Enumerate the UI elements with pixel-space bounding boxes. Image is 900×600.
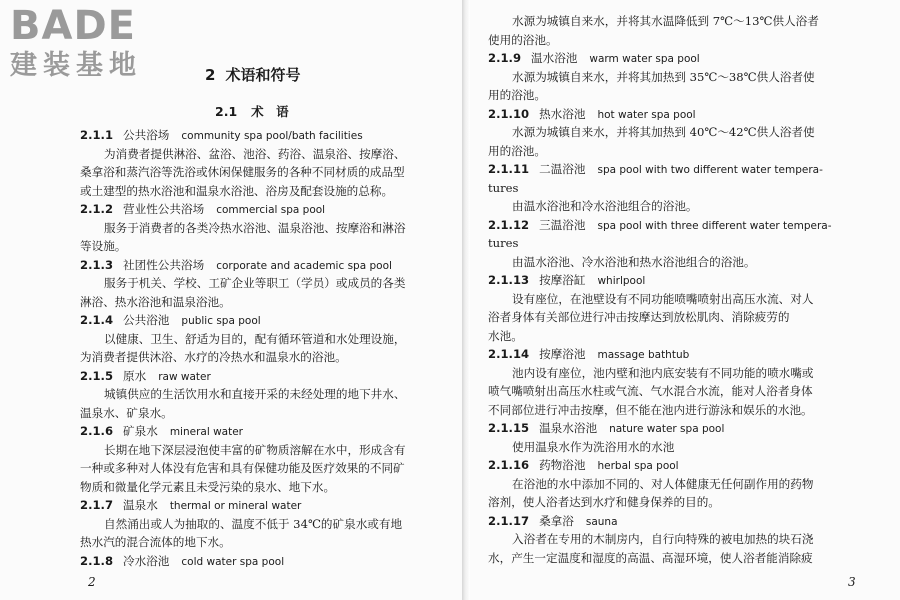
term-name-zh: 温水浴池 bbox=[531, 51, 578, 65]
body-text-line: 服务于机关、学校、工矿企业等职工（学员）或成员的各类 bbox=[104, 276, 406, 290]
term-name-zh: 热水浴池 bbox=[539, 106, 586, 121]
body-text-line: 使用的浴池。 bbox=[488, 32, 558, 47]
left-page-body bbox=[80, 126, 440, 570]
book-gutter bbox=[462, 0, 470, 600]
term-name-zh: 公共浴场 bbox=[123, 128, 170, 142]
term-number: 2.1.17 bbox=[488, 513, 530, 528]
section-number: 2.1 bbox=[215, 104, 238, 119]
term-entry bbox=[488, 105, 883, 124]
term-entry bbox=[488, 456, 883, 475]
term-name-en: nature water spa pool bbox=[609, 423, 725, 435]
term-number: 2.1.11 bbox=[488, 162, 530, 176]
term-name-zh: 营业性公共浴场 bbox=[123, 202, 205, 216]
chapter-title: 术语和符号 bbox=[225, 66, 301, 84]
body-text-line: 水源为城镇自来水，并将其加热到 40℃～42℃供人浴者使 bbox=[512, 125, 815, 139]
body-text-line: tures bbox=[488, 236, 519, 250]
term-number: 2.1.6 bbox=[80, 424, 114, 438]
body-text-line: 水源为城镇自来水，并将其加热到 35℃～38℃供人浴者使 bbox=[512, 69, 815, 84]
term-number: 2.1.15 bbox=[488, 421, 530, 435]
term-entry bbox=[80, 552, 440, 571]
term-name-en: public spa pool bbox=[181, 315, 261, 327]
term-entry bbox=[488, 160, 883, 179]
body-text-line: tures bbox=[488, 180, 519, 195]
term-name-en: herbal spa pool bbox=[597, 460, 679, 472]
body-text-line: 长期在地下深层浸泡使丰富的矿物质溶解在水中，形成含有 bbox=[104, 442, 406, 457]
page-number-right: 3 bbox=[848, 575, 856, 589]
term-entry bbox=[80, 200, 440, 219]
term-entry bbox=[488, 49, 883, 68]
body-text-line: 等设施。 bbox=[80, 239, 127, 253]
body-text-line: 由温水浴池、冷水浴池和热水浴池组合的浴池。 bbox=[512, 254, 756, 269]
term-entry bbox=[488, 216, 883, 235]
body-text-line: 物质和微量化学元素且未受污染的泉水、地下水。 bbox=[80, 479, 336, 494]
term-number: 2.1.16 bbox=[488, 458, 530, 472]
term-name-zh: 公共浴池 bbox=[123, 313, 170, 327]
term-entry bbox=[80, 256, 440, 275]
term-name-en: hot water spa pool bbox=[597, 108, 696, 121]
term-entry bbox=[488, 419, 883, 438]
term-name-en: mineral water bbox=[169, 426, 243, 438]
chapter-heading bbox=[205, 64, 310, 85]
body-text-line: 使用温泉水作为洗浴用水的水池 bbox=[512, 439, 675, 454]
term-name-zh: 社团性公共浴场 bbox=[123, 257, 205, 272]
body-text-line: 为消费者提供淋浴、盆浴、池浴、药浴、温泉浴、按摩浴、 bbox=[104, 146, 406, 161]
term-name-en: thermal or mineral water bbox=[169, 500, 302, 512]
chapter-number: 2 bbox=[205, 66, 216, 84]
term-number: 2.1.8 bbox=[80, 553, 114, 568]
body-text-line: 水，产生一定温度和湿度的高温、高湿环境，使人浴者能消除疲 bbox=[488, 550, 813, 565]
term-number: 2.1.12 bbox=[488, 217, 530, 232]
body-text-line: 水池。 bbox=[488, 328, 523, 343]
body-text-line: 由温水浴池和冷水浴池组合的浴池。 bbox=[512, 199, 698, 213]
term-name-zh: 矿泉水 bbox=[123, 424, 158, 438]
logo-brand: BADE bbox=[10, 3, 136, 49]
page-number-left: 2 bbox=[88, 575, 96, 589]
term-name-zh: 按摩浴池 bbox=[539, 347, 586, 361]
term-number: 2.1.5 bbox=[80, 368, 114, 383]
term-name-zh: 三温浴池 bbox=[539, 217, 586, 232]
section-heading bbox=[215, 102, 303, 120]
term-number: 2.1.14 bbox=[488, 347, 530, 361]
term-number: 2.1.3 bbox=[80, 257, 114, 272]
body-text-line: 池内设有座位，池内壁和池内底安装有不同功能的喷水嘴或 bbox=[512, 365, 814, 380]
term-name-en: commercial spa pool bbox=[216, 204, 326, 216]
term-number: 2.1.1 bbox=[80, 128, 114, 142]
body-text-line: 水源为城镇自来水，并将其水温降低到 7℃～13℃供人浴者 bbox=[512, 14, 819, 28]
section-title: 术 语 bbox=[251, 104, 289, 119]
term-entry bbox=[80, 367, 440, 386]
body-text-line: 在浴池的水中添加不同的、对人体健康无任何副作用的药物 bbox=[512, 476, 814, 491]
term-name-en: massage bathtub bbox=[597, 349, 690, 361]
body-text-line: 溶剂，使人浴者达到水疗和健身保养的目的。 bbox=[488, 495, 720, 509]
body-text-line: 用的浴池。 bbox=[488, 88, 546, 102]
body-text-line: 以健康、卫生、舒适为目的，配有循环管道和水处理设施， bbox=[104, 331, 406, 346]
term-name-en: raw water bbox=[158, 370, 211, 383]
right-page-body bbox=[488, 12, 883, 567]
term-number: 2.1.9 bbox=[488, 51, 522, 65]
term-name-en: whirlpool bbox=[597, 275, 646, 287]
term-name-zh: 桑拿浴 bbox=[539, 513, 574, 528]
term-name-en: warm water spa pool bbox=[589, 53, 700, 65]
term-entry bbox=[80, 496, 440, 515]
term-number: 2.1.2 bbox=[80, 202, 114, 216]
term-entry bbox=[488, 271, 883, 290]
term-name-en: sauna bbox=[585, 515, 618, 528]
term-number: 2.1.7 bbox=[80, 498, 114, 512]
term-name-zh: 冷水浴池 bbox=[123, 553, 170, 568]
body-text-line: 城镇供应的生活饮用水和直接开采的未经处理的地下井水、 bbox=[104, 387, 406, 401]
term-name-en: corporate and academic spa pool bbox=[216, 259, 392, 272]
term-name-zh: 温泉水 bbox=[123, 498, 158, 512]
term-name-zh: 按摩浴缸 bbox=[539, 273, 586, 287]
body-text-line: 温泉水、矿泉水。 bbox=[80, 405, 173, 420]
term-name-en: cold water spa pool bbox=[181, 555, 285, 568]
body-text-line: 淋浴、热水浴池和温泉浴池。 bbox=[80, 294, 231, 309]
term-name-en: spa pool with two different water tempera- bbox=[597, 164, 823, 176]
body-text-line: 不同部位进行冲击按摩，但不能在池内进行游泳和娱乐的水池。 bbox=[488, 402, 813, 417]
term-entry bbox=[488, 345, 883, 364]
term-name-zh: 原水 bbox=[123, 368, 147, 383]
term-number: 2.1.13 bbox=[488, 273, 530, 287]
term-entry bbox=[80, 311, 440, 330]
body-text-line: 热水汽的混合流体的地下水。 bbox=[80, 535, 231, 549]
body-text-line: 用的浴池。 bbox=[488, 143, 546, 158]
body-text-line: 喷气嘴喷射出高压水柱或气流、气水混合水流，能对人浴者身体 bbox=[488, 384, 813, 398]
body-text-line: 服务于消费者的各类冷热水浴池、温泉浴池、按摩浴和淋浴 bbox=[104, 220, 406, 235]
body-text-line: 入浴者在专用的木制房内，自行向特殊的被电加热的块石浇 bbox=[512, 532, 814, 546]
logo-subtitle: 建装基地 bbox=[10, 50, 142, 81]
term-entry bbox=[80, 126, 440, 145]
body-text-line: 一种或多种对人体没有危害和具有保健功能及医疗效果的不同矿 bbox=[80, 461, 405, 475]
body-text-line: 为消费者提供沐浴、水疗的冷热水和温泉水的浴池。 bbox=[80, 350, 347, 364]
body-text-line: 自然涌出或人为抽取的、温度不低于 34℃的矿泉水或有地 bbox=[104, 516, 403, 531]
body-text-line: 浴者身体有关部位进行冲击按摩达到放松肌肉、消除疲劳的 bbox=[488, 310, 790, 324]
term-name-en: community spa pool/bath facilities bbox=[181, 130, 363, 142]
term-entry bbox=[80, 422, 440, 441]
term-number: 2.1.10 bbox=[488, 106, 530, 121]
term-number: 2.1.4 bbox=[80, 313, 114, 327]
term-name-zh: 温泉水浴池 bbox=[539, 421, 598, 435]
term-name-en: spa pool with three different water tempera- bbox=[597, 219, 832, 232]
term-name-zh: 药物浴池 bbox=[539, 458, 586, 472]
body-text-line: 或土建型的热水浴池和温泉水浴池、浴房及配套设施的总称。 bbox=[80, 183, 394, 198]
body-text-line: 桑拿浴和蒸汽浴等洗浴或休闲保健服务的各种不同材质的成品型 bbox=[80, 165, 405, 179]
bade-logo bbox=[10, 4, 180, 84]
term-name-zh: 二温浴池 bbox=[539, 162, 586, 176]
term-entry bbox=[488, 512, 883, 531]
body-text-line: 设有座位，在池壁设有不同功能喷嘴喷射出高压水流、对人 bbox=[512, 291, 814, 306]
